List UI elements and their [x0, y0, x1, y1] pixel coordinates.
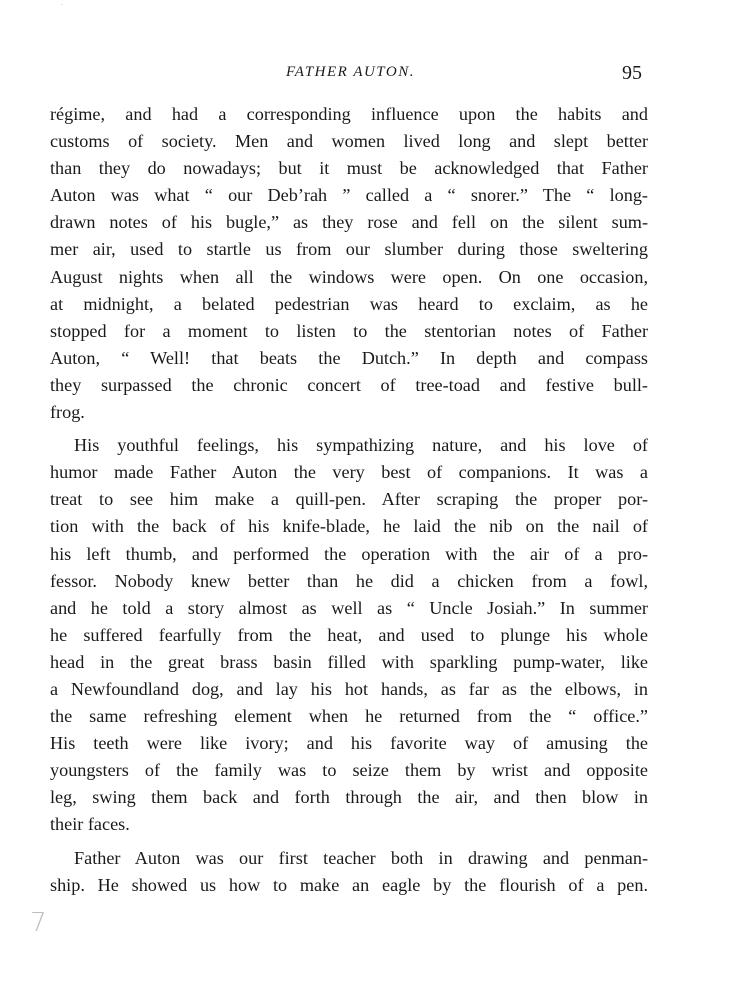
text-line: His youthful feelings, his sympathizing nature, and his love of: [74, 435, 648, 456]
text-line: Father Auton was our first teacher both in drawing and penman-: [74, 847, 648, 868]
page-number: 95: [622, 62, 642, 84]
text-line: his left thumb, and performed the operation with the air of a pro-: [50, 543, 648, 564]
text-line: Auton, “ Well! that beats the Dutch.” In depth and compass: [50, 347, 648, 368]
text-line: customs of society. Men and women lived long and slept better: [50, 131, 648, 152]
text-line: Auton was what “ our Deb’rah ” called a “ snorer.” The “ long-: [50, 185, 648, 206]
paragraph-3: [50, 845, 648, 899]
running-title: FATHER AUTON.: [286, 64, 415, 80]
text-line: he suffered fearfully from the heat, and used to plunge his whole: [50, 624, 648, 645]
body-text: [50, 101, 648, 905]
text-line: at midnight, a belated pedestrian was heard to exclaim, as he: [50, 293, 648, 314]
text-line: fessor. Nobody knew better than he did a chicken from a fowl,: [50, 570, 648, 591]
text-line: drawn notes of his bugle,” as they rose and fell on the silent sum-: [50, 212, 648, 233]
text-line: head in the great brass basin filled with sparkling pump-water, like: [50, 651, 648, 672]
text-line: ship. He showed us how to make an eagle by the flourish of a pen.: [50, 874, 648, 895]
text-line: the same refreshing element when he returned from the “ office.”: [50, 706, 648, 727]
text-line: and he told a story almost as well as “ Uncle Josiah.” In summer: [50, 597, 648, 618]
text-line: youngsters of the family was to seize them by wrist and opposite: [50, 760, 648, 781]
running-head: [0, 62, 751, 90]
text-line: His teeth were like ivory; and his favorite way of amusing the: [50, 733, 648, 754]
text-line: frog.: [50, 402, 85, 423]
margin-pencil-mark: 7: [30, 908, 47, 938]
text-line: leg, swing them back and forth through the air, and then blow in: [50, 787, 648, 808]
text-line: their faces.: [50, 814, 130, 835]
text-line: they surpassed the chronic concert of tree-toad and festive bull-: [50, 374, 648, 395]
text-line: stopped for a moment to listen to the stentorian notes of Father: [50, 320, 648, 341]
text-line: than they do nowadays; but it must be acknowledged that Father: [50, 158, 648, 179]
paragraph-1: [50, 101, 648, 426]
text-line: a Newfoundland dog, and lay his hot hands, as far as the elbows, in: [50, 678, 648, 699]
paper-speck-decoration: ⋅: [60, 0, 64, 11]
text-line: tion with the back of his knife-blade, he laid the nib on the nail of: [50, 516, 648, 537]
text-line: humor made Father Auton the very best of companions. It was a: [50, 462, 648, 483]
text-line: mer air, used to startle us from our slumber during those sweltering: [50, 239, 648, 260]
paragraph-2: [50, 432, 648, 838]
text-line: régime, and had a corresponding influence upon the habits and: [50, 104, 648, 124]
text-line: treat to see him make a quill-pen. After scraping the proper por-: [50, 489, 648, 510]
text-line: August nights when all the windows were open. On one occasion,: [50, 266, 648, 287]
